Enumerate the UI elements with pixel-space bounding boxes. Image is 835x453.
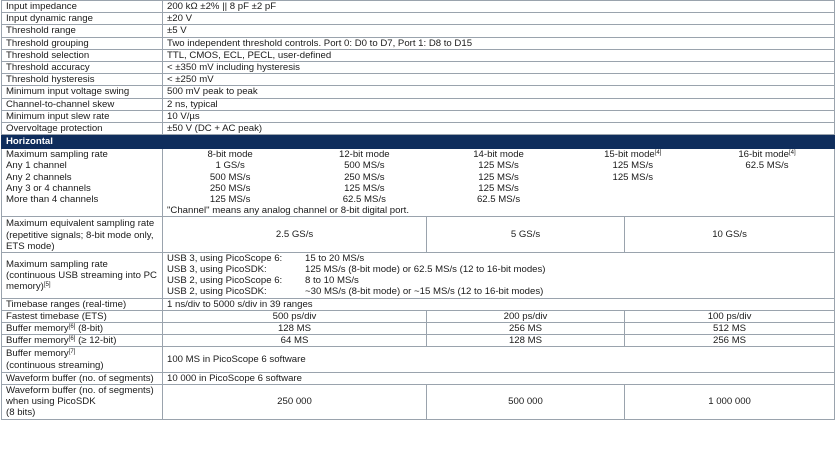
section-title: Horizontal xyxy=(2,135,835,149)
sampling-mode-column xyxy=(700,149,834,205)
sampling-label-line: Any 2 channels xyxy=(6,171,72,183)
waveform-sdk-label-line: when using PicoSDK xyxy=(6,396,96,408)
sampling-value: 125 MS/s xyxy=(344,182,385,194)
sampling-rate-row xyxy=(2,149,835,217)
spec-row xyxy=(2,110,835,122)
waveform-buffer-row xyxy=(2,372,835,384)
mode-header: 8-bit mode xyxy=(207,149,253,161)
spec-label: Threshold grouping xyxy=(2,37,163,49)
waveform-sdk-label xyxy=(2,385,163,420)
sampling-value: 500 MS/s xyxy=(344,160,385,172)
sampling-label-line: Any 3 or 4 channels xyxy=(6,182,91,194)
timebase-label: Timebase ranges (real-time) xyxy=(2,298,163,310)
spec-table xyxy=(1,0,835,420)
spec-value: TTL, CMOS, ECL, PECL, user-defined xyxy=(163,49,835,61)
timebase-row xyxy=(2,298,835,310)
timebase-value: 1 ns/div to 5000 s/div in 39 ranges xyxy=(163,298,835,310)
sampling-value: 125 MS/s xyxy=(478,182,519,194)
spec-label: Channel-to-channel skew xyxy=(2,98,163,110)
spec-value: 200 kΩ ±2% || 8 pF ±2 pF xyxy=(163,1,835,13)
ets-label xyxy=(2,217,163,253)
waveform-buffer-value: 10 000 in PicoScope 6 software xyxy=(163,372,835,384)
ets-value-1: 2.5 GS/s xyxy=(163,217,427,253)
spec-row xyxy=(2,1,835,13)
sampling-value: 250 MS/s xyxy=(344,171,385,183)
waveform-sdk-label-line: Waveform buffer (no. of segments) xyxy=(6,385,154,397)
sampling-value: 62.5 MS/s xyxy=(476,193,521,205)
spec-row xyxy=(2,13,835,25)
buffer-streaming-row xyxy=(2,347,835,372)
usb-rate: 15 to 20 MS/s xyxy=(305,252,365,264)
mode-header: 16-bit mode[4] xyxy=(738,149,796,161)
buffer-streaming-label: Buffer memory[7] (continuous streaming) xyxy=(2,347,163,372)
sampling-value xyxy=(700,172,834,183)
fastest-timebase-label: Fastest timebase (ETS) xyxy=(2,310,163,322)
buffer-8bit-row: Buffer memory[6] (8-bit) 128 MS 256 MS 512 MS xyxy=(2,323,835,335)
spec-value: 500 mV peak to peak xyxy=(163,86,835,98)
sampling-value: 1 GS/s xyxy=(215,160,245,172)
streaming-row xyxy=(2,252,835,298)
sampling-label-line: More than 4 channels xyxy=(6,193,99,205)
spec-label: Input impedance xyxy=(2,1,163,13)
spec-row xyxy=(2,98,835,110)
sampling-value: 62.5 MS/s xyxy=(342,193,386,205)
spec-label: Minimum input voltage swing xyxy=(2,86,163,98)
ets-label-line: ETS mode) xyxy=(6,240,55,252)
usb-source: USB 2, using PicoSDK: xyxy=(167,286,267,298)
sampling-value: 125 MS/s xyxy=(612,171,654,183)
ets-value-3: 10 GS/s xyxy=(625,217,835,253)
sampling-mode-column xyxy=(566,149,700,205)
usb-source: USB 3, using PicoSDK: xyxy=(167,264,267,276)
spec-label: Overvoltage protection xyxy=(2,123,163,135)
buffer-streaming-value: 100 MS in PicoScope 6 software xyxy=(163,347,835,372)
spec-value: ±5 V xyxy=(163,25,835,37)
spec-row xyxy=(2,25,835,37)
spec-label: Threshold accuracy xyxy=(2,62,163,74)
sampling-note: "Channel" means any analog channel or 8-bit digital port. xyxy=(167,205,410,217)
fastest-timebase-row: Fastest timebase (ETS) 500 ps/div 200 ps/div 100 ps/div xyxy=(2,310,835,322)
sampling-value: 125 MS/s xyxy=(478,171,519,183)
spec-label: Minimum input slew rate xyxy=(2,110,163,122)
sampling-rate-labels xyxy=(2,149,163,217)
waveform-buffer-label: Waveform buffer (no. of segments) xyxy=(2,372,163,384)
spec-value: Two independent threshold controls. Port 0: D0 to D7, Port 1: D8 to D15 xyxy=(163,37,835,49)
sampling-value: 125 MS/s xyxy=(209,193,251,205)
streaming-label: Maximum sampling rate (continuous USB streaming into PC memory)[5] xyxy=(2,252,163,298)
spec-row xyxy=(2,123,835,135)
spec-value: 10 V/µs xyxy=(163,110,835,122)
sampling-mode-column xyxy=(163,149,297,205)
spec-value: ±50 V (DC + AC peak) xyxy=(163,123,835,135)
spec-row xyxy=(2,62,835,74)
section-header-horizontal xyxy=(2,135,835,149)
spec-value: 2 ns, typical xyxy=(163,98,835,110)
mode-header: 14-bit mode xyxy=(473,149,524,161)
sampling-value: 125 MS/s xyxy=(478,160,519,172)
ets-row xyxy=(2,217,835,253)
sampling-value: 250 MS/s xyxy=(209,182,251,194)
ets-value-2: 5 GS/s xyxy=(427,217,625,253)
waveform-sdk-label-line: (8 bits) xyxy=(6,407,36,419)
usb-rate: 125 MS/s (8-bit mode) or 62.5 MS/s (12 to 16-bit modes) xyxy=(305,264,546,276)
sampling-mode-column xyxy=(431,149,565,205)
vertical-specs xyxy=(2,1,835,135)
sampling-value xyxy=(700,194,834,205)
sampling-value xyxy=(566,183,700,194)
usb-source: USB 3, using PicoScope 6: xyxy=(167,252,283,264)
ets-label-line: Maximum equivalent sampling rate xyxy=(6,218,155,230)
waveform-sdk-row: Waveform buffer (no. of segments) when using PicoSDK (8 bits) 250 000 500 000 1 000 000 xyxy=(2,385,835,420)
sampling-label-line: Maximum sampling rate xyxy=(6,149,108,161)
sampling-value xyxy=(700,183,834,194)
buffer-12bit-row: Buffer memory[6] (≥ 12-bit) 64 MS 128 MS 256 MS xyxy=(2,335,835,347)
spec-row xyxy=(2,37,835,49)
spec-row xyxy=(2,74,835,86)
mode-header: 15-bit mode[4] xyxy=(604,149,662,161)
spec-value: < ±350 mV including hysteresis xyxy=(163,62,835,74)
spec-label: Threshold hysteresis xyxy=(2,74,163,86)
sampling-label-line: Any 1 channel xyxy=(6,160,67,172)
streaming-values xyxy=(163,252,835,298)
usb-rate: ~30 MS/s (8-bit mode) or ~15 MS/s (12 to 16-bit modes) xyxy=(305,286,544,298)
spec-label: Threshold selection xyxy=(2,49,163,61)
spec-value: ±20 V xyxy=(163,13,835,25)
sampling-value: 62.5 MS/s xyxy=(745,160,789,172)
buffer-12bit-label: Buffer memory[6] (≥ 12-bit) xyxy=(2,335,163,347)
sampling-value: 125 MS/s xyxy=(612,160,654,172)
spec-row xyxy=(2,49,835,61)
sampling-value xyxy=(566,194,700,205)
spec-label: Input dynamic range xyxy=(2,13,163,25)
sampling-rate-columns xyxy=(163,149,834,205)
spec-row xyxy=(2,86,835,98)
sampling-value: 500 MS/s xyxy=(209,171,251,183)
spec-value: < ±250 mV xyxy=(163,74,835,86)
usb-source: USB 2, using PicoScope 6: xyxy=(167,275,283,287)
spec-label: Threshold range xyxy=(2,25,163,37)
buffer-8bit-label: Buffer memory[6] (8-bit) xyxy=(2,323,163,335)
mode-header: 12-bit mode xyxy=(338,149,390,161)
usb-rate: 8 to 10 MS/s xyxy=(305,275,359,287)
sampling-mode-column xyxy=(297,149,431,205)
ets-label-line: (repetitive signals; 8-bit mode only, xyxy=(6,229,154,241)
